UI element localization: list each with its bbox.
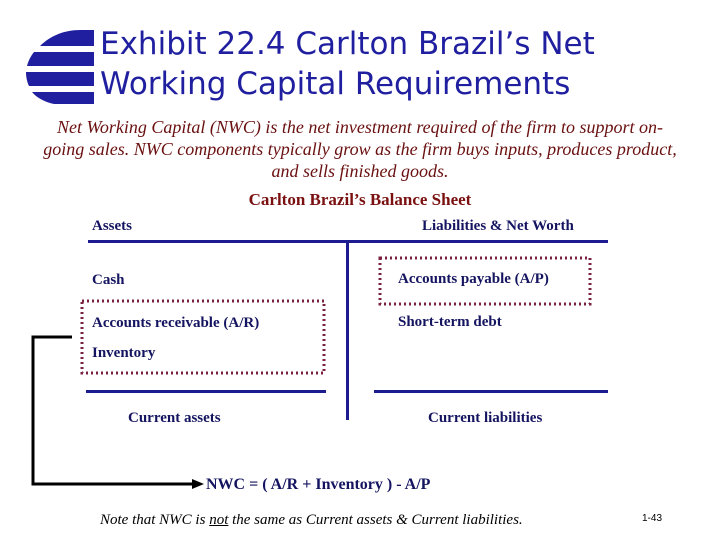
page-number: 1-43: [642, 513, 663, 524]
logo-stripes-icon: [14, 24, 94, 104]
assets-header: Assets: [92, 218, 132, 234]
footnote-part2: the same as Current assets & Current liabilities.: [228, 512, 523, 528]
liability-item-accounts-payable: Accounts payable (A/P): [398, 271, 549, 287]
current-liabilities-label: Current liabilities: [428, 410, 543, 426]
asset-item-accounts-receivable: Accounts receivable (A/R): [92, 315, 260, 331]
balance-sheet-center-divider: [346, 240, 349, 420]
balance-sheet-title: Carlton Brazil’s Balance Sheet: [248, 190, 472, 209]
nwc-equation: NWC = ( A/R + Inventory ) - A/P: [206, 476, 431, 493]
footnote: [100, 512, 523, 529]
asset-item-cash: Cash: [92, 272, 125, 288]
nwc-bracket-arrow-icon: [22, 330, 212, 490]
footnote-part1: Note that NWC is: [100, 512, 210, 528]
intro-paragraph: Net Working Capital (NWC) is the net investment required of the firm to support on-going sales. NWC components typically grow as the firm buys inputs, produces product, and sells finished goods.: [43, 117, 677, 181]
liabilities-header: Liabilities & Net Worth: [422, 218, 574, 234]
page-title: Exhibit 22.4 Carlton Brazil’s Net Working Capital Requirements: [100, 26, 595, 102]
liability-item-short-term-debt: Short-term debt: [398, 314, 502, 330]
footnote-emphasis: not: [209, 512, 229, 528]
asset-item-inventory: Inventory: [92, 345, 156, 361]
ap-highlight-box: [374, 252, 594, 308]
current-assets-label: Current assets: [128, 410, 221, 426]
current-liabilities-rule: [374, 390, 608, 393]
